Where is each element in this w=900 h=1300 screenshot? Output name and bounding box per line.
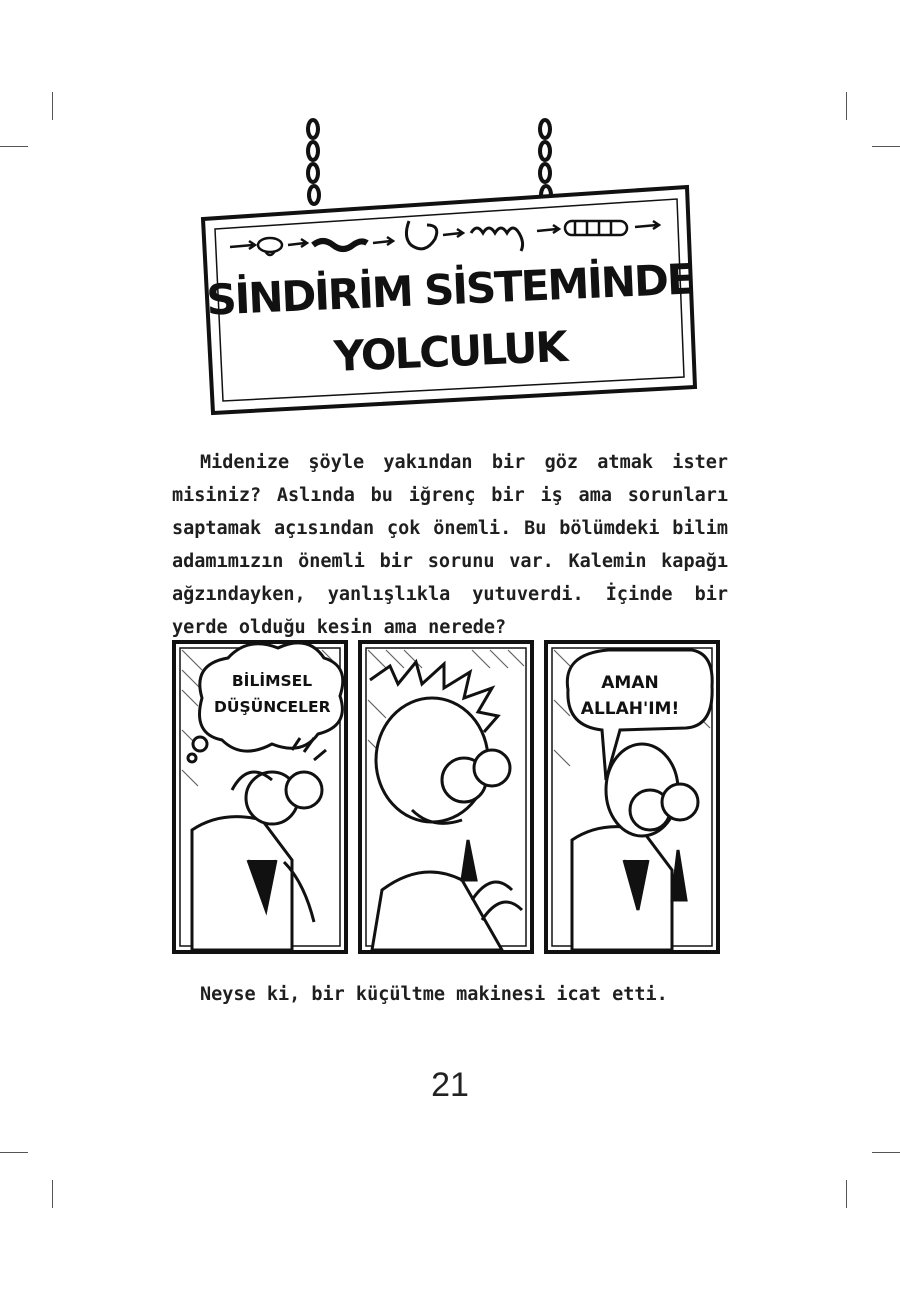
- speech-bubble-line2: ALLAH'IM!: [580, 699, 680, 719]
- thought-bubble-line1: BİLİMSEL: [231, 672, 313, 690]
- speech-bubble-text: [568, 670, 692, 722]
- crop-mark: [872, 1152, 900, 1153]
- crop-mark: [52, 92, 53, 120]
- thought-bubble-text: [214, 668, 330, 720]
- crop-mark: [0, 1152, 28, 1153]
- body-paragraph: [172, 446, 728, 644]
- body-paragraph-text: Midenize şöyle yakından bir göz atmak ister misiniz? Aslında bu iğrenç bir iş ama sorunları saptamak açısından çok önemli. Bu bölümdeki bilim adamımızın önemli bir sorunu var. Kalemin kapağı ağzındayken, yanlışlıkla yutuverdi. İçinde bir yerde olduğu kesin ama nerede?: [172, 452, 728, 638]
- crop-mark: [52, 1180, 53, 1208]
- chain-icon: [308, 120, 551, 204]
- sign-title-line1: SİNDİRİM SİSTEMİNDE: [205, 254, 695, 325]
- crop-mark: [846, 1180, 847, 1208]
- page-number: 21: [431, 1066, 469, 1104]
- sign-title-line2: YOLCULUK: [332, 321, 568, 382]
- speech-bubble-line1: AMAN: [601, 673, 659, 693]
- crop-mark: [0, 146, 28, 147]
- thought-bubble-line2: DÜŞÜNCELER: [214, 698, 331, 716]
- crop-mark: [846, 92, 847, 120]
- crop-mark: [872, 146, 900, 147]
- after-comic-text: Neyse ki, bir küçültme makinesi icat etti.: [200, 984, 668, 1005]
- hanging-sign: [195, 115, 705, 425]
